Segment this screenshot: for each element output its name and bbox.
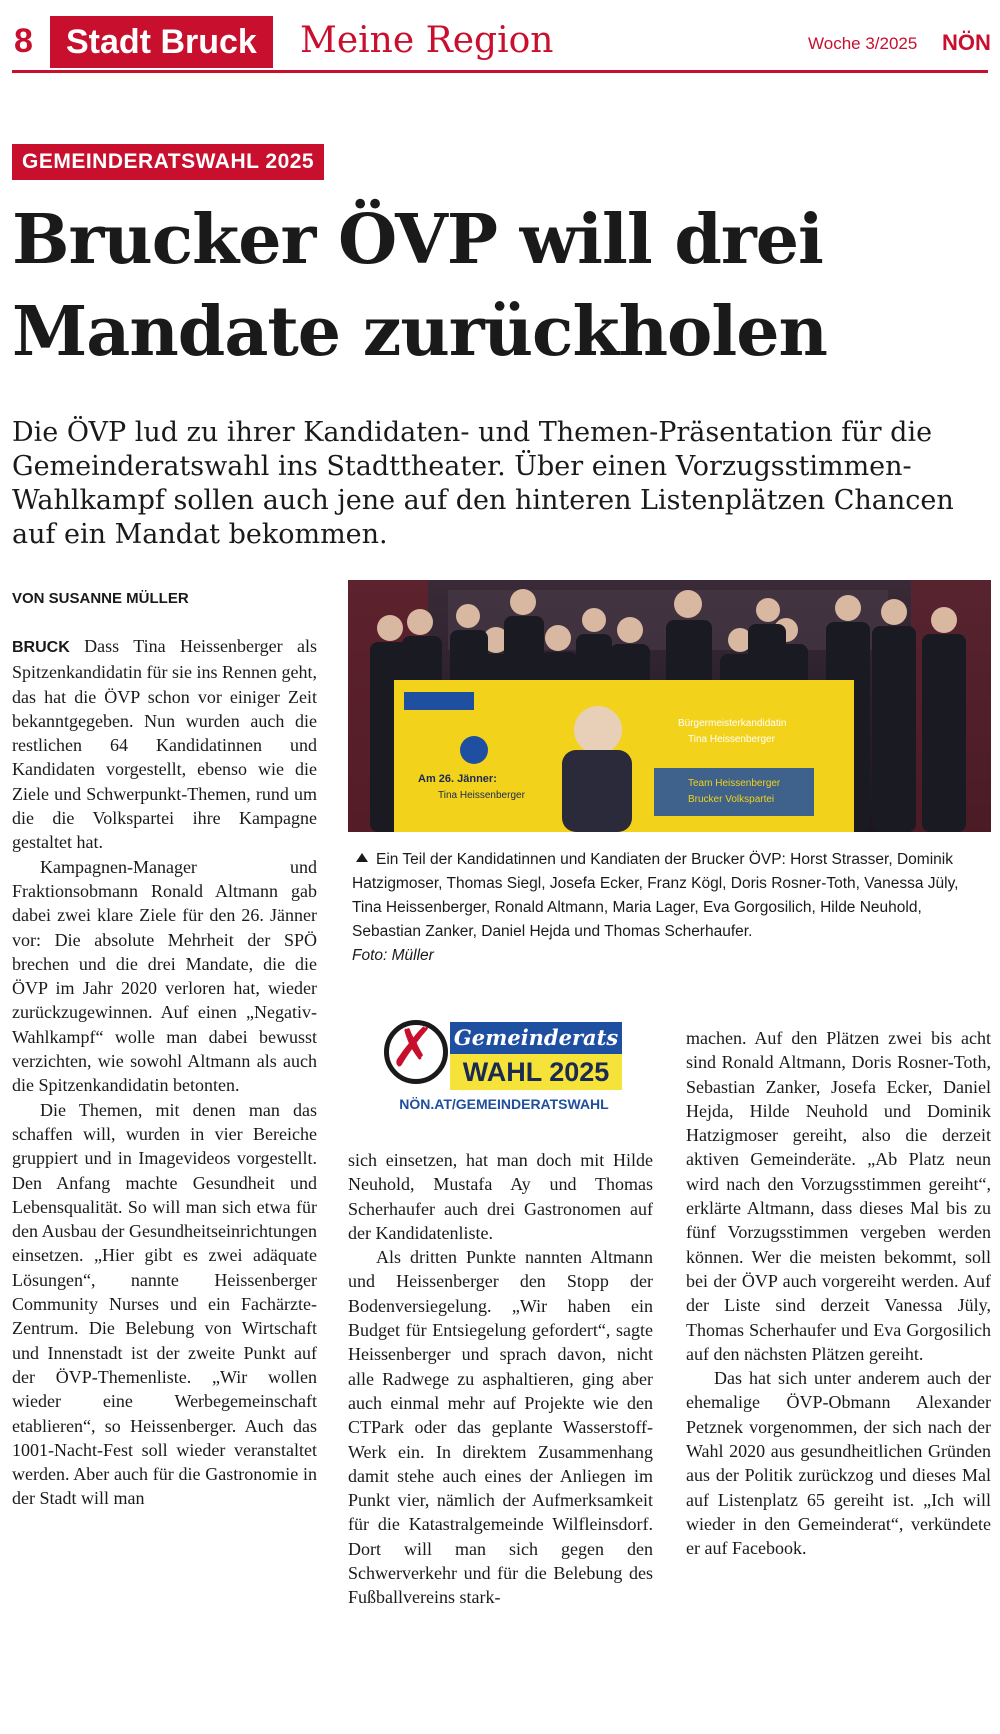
caption-arrow-icon — [356, 853, 368, 862]
region-label: Meine Region — [300, 20, 554, 61]
banner-date-text: Am 26. Jänner: — [418, 773, 497, 785]
page-number: 8 — [14, 22, 33, 60]
group-photo-illustration — [348, 580, 991, 832]
caption-text: Ein Teil der Kandidatinnen und Kandiaten der Brucker ÖVP: Horst Strasser, Dominik Hatzigmoser, Thomas Siegl, Josefa Ecker, Franz Kögl, Doris Rosner-Toth, Vanessa Jüly, Tina Heissenberger, Ronald Altmann, Maria Lager, Eva Gorgosilich, Hilde Neuhold, Sebastian Zanker, Daniel Hejda und Thomas Scherhaufer. — [352, 851, 959, 940]
election-badge[interactable] — [384, 1016, 624, 1120]
paragraph: Die Themen, mit denen man das schaffen will, wurden in vier Bereiche gruppiert und in Imagevideos vorgestellt. Den Anfang machte Gesundheit und Lebensqualität. So will man sich etwa für den Ausbau der Gesundheitseinrichtungen einsetzen. „Hier gibt es zwei adäquate Lösungen“, nannte Heissenberger Community Nurses und ein Fachärzte-Zentrum. Die Belebung von Wirtschaft und Innenstadt ist der zweite Punkt auf der ÖVP-Themenliste. „Wir wollen wieder eine Werbegemeinschaft etablieren“, so Heissenberger. Auch das 1001-Nacht-Fest soll wieder veranstaltet werden. Aber auch für die Gastronomie in der Stadt will man — [12, 1099, 317, 1509]
paragraph-text: Dass Tina Heissenberger als Spitzenkandidatin für sie ins Rennen geht, das hat die ÖVP schon vor einiger Zeit bekanntgegeben. Nun wurden auch die restlichen 64 Kandidatinnen und Kandidaten vorgestellt, ebenso wie die Ziele und Schwerpunkt-Themen, rund um die die Volkspartei ihre Kampagne gestaltet hat. — [12, 636, 317, 853]
dateline: BRUCK — [12, 639, 70, 656]
banner-candidate-name: Tina Heissenberger — [688, 734, 775, 745]
section-tag: Stadt Bruck — [50, 16, 273, 68]
article-column-2 — [348, 1148, 653, 1610]
article-photo — [348, 580, 991, 832]
banner-candidate-label: Bürgermeisterkandidatin — [678, 718, 787, 729]
banner-team-line-2: Brucker Volkspartei — [688, 794, 775, 805]
byline: VON SUSANNE MÜLLER — [12, 590, 189, 607]
kicker-label: GEMEINDERATSWAHL 2025 — [12, 144, 324, 180]
ballot-cross-icon: ✗ — [390, 1016, 436, 1079]
paragraph: Das hat sich unter anderem auch der ehemalige ÖVP-Obmann Alexander Petznek vorgenommen, der sich nach der Wahl 2020 aus gesundheitlichen Gründen aus der Politik zurückzog und dieses Mal auf Listenplatz 65 gereiht ist. „Ich will wieder in den Gemeinderat“, verkündete er auf Facebook. — [686, 1368, 991, 1559]
headline-line-1: Brucker ÖVP will drei — [12, 200, 823, 280]
badge-url-link[interactable]: NÖN.AT/GEMEINDERATSWAHL — [399, 1096, 609, 1112]
headline-line-2: Mandate zurückholen — [12, 292, 827, 372]
photo-credit: Foto: Müller — [352, 947, 434, 964]
badge-title-bottom: WAHL 2025 — [450, 1054, 622, 1090]
header-rule — [12, 70, 988, 73]
paragraph — [12, 634, 317, 855]
headline — [12, 194, 988, 378]
paragraph: Als dritten Punkte nannten Altmann und Heissenberger den Stopp der Bodenversiegelung. „Wir haben ein Budget für Entsiegelung gefordert“, sagte Heissenberger und sprach davon, nicht alle Radwege zu asphaltieren, ging aber auch einmal mehr auf Projekte wie den CTPark oder das geplante Wasserstoff-Werk ein. In direktem Zusammenhang damit stehe auch eines der Anliegen im Punkt vier, nämlich der Aufmerksamkeit für die Katastralgemeinde Wilfleinsdorf. Dort will man sich gegen den Schwerverkehr und für die Belebung des Fußballvereins stark- — [348, 1247, 653, 1608]
issue-week: Woche 3/2025 — [808, 34, 918, 53]
photo-caption — [352, 848, 982, 968]
article-column-3 — [686, 1026, 991, 1561]
publication-logo: NÖN — [942, 30, 991, 55]
paragraph: sich einsetzen, hat man doch mit Hilde Neuhold, Mustafa Ay und Thomas Scherhaufer auch drei Gastronomen auf der Kandidatenliste. — [348, 1150, 653, 1243]
banner-name-text: Tina Heissenberger — [438, 790, 525, 801]
article-column-1 — [12, 634, 317, 1511]
page-header — [0, 0, 1000, 74]
paragraph: machen. Auf den Plätzen zwei bis acht sind Ronald Altmann, Doris Rosner-Toth, Sebastian Zanker, Josefa Ecker, Daniel Hejda, Hilde Neuhold und Dominik Hatzigmoser gereiht, also die derzeit aktiven Gemeinderäte. „Ab Platz neun wird nach den Vorzugsstimmen gereiht“, erklärte Altmann, dass dieses Mal bis zu fünf Vorzugsstimmen vergeben werden können. Wer die meisten bekommt, soll bei der ÖVP auch vorgereiht werden. Auf der Liste sind derzeit Vanessa Jüly, Thomas Scherhaufer und Eva Gorgosilich auf den nächsten Plätzen gereiht. — [686, 1028, 991, 1364]
paragraph: Kampagnen-Manager und Fraktionsobmann Ronald Altmann gab dabei zwei klare Ziele für den 26. Jänner vor: Die absolute Mehrheit der SPÖ brechen und die drei Mandate, die die ÖVP im Jahr 2020 verloren hat, wieder zurückzugewinnen. Auf einen „Negativ-Wahlkampf“ wolle man dabei bewusst verzichten, wie sowohl Altmann als auch die Spitzenkandidatin betonten. — [12, 856, 317, 1096]
banner-team-line-1: Team Heissenberger — [688, 778, 781, 789]
badge-title-top: Gemeinderats — [450, 1022, 622, 1054]
lead-paragraph: Die ÖVP lud zu ihrer Kandidaten- und Themen-Präsentation für die Gemeinderatswahl ins Stadttheater. Über einen Vorzugsstimmen-Wahlkampf sollen auch jene auf den hinteren Listenplätzen Chancen auf ein Mandat bekommen. — [12, 417, 954, 550]
